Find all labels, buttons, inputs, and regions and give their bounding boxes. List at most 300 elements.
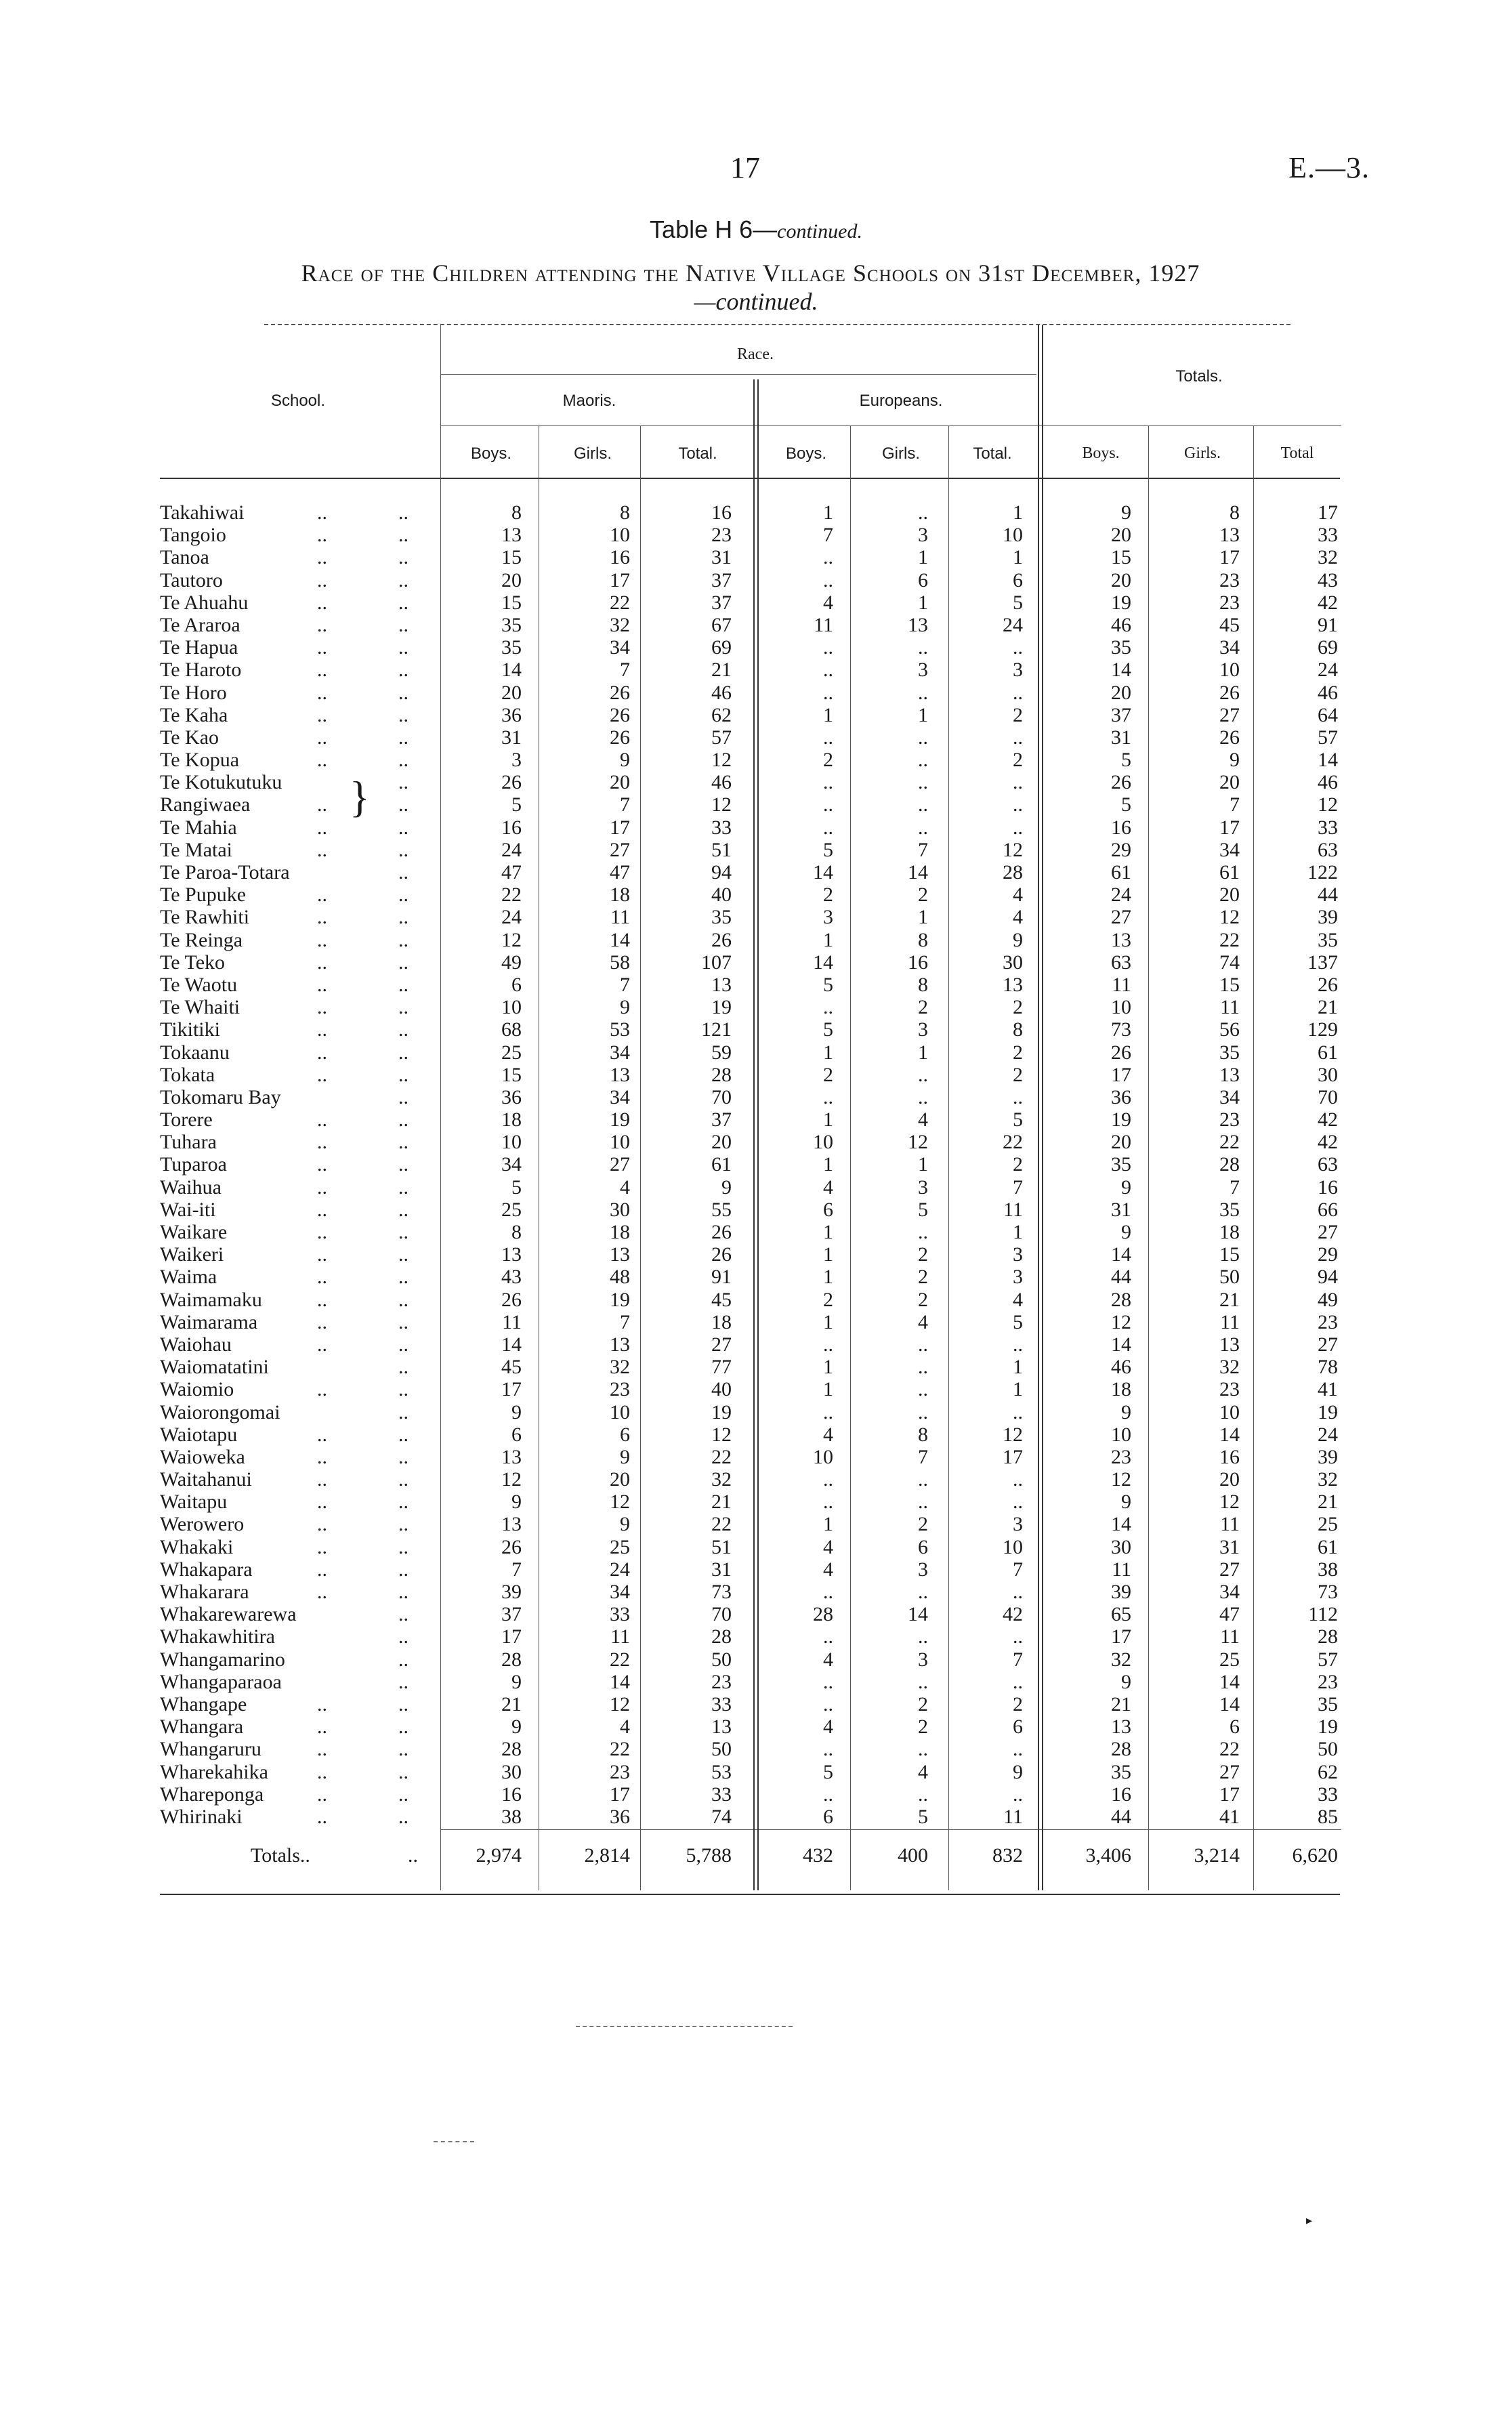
cell-maori-boys: 6 xyxy=(511,1423,522,1446)
cell-euro-girls: 12 xyxy=(908,1131,928,1154)
leader-dots: .. xyxy=(317,591,327,614)
cell-euro-boys: 1 xyxy=(823,1221,833,1243)
table-row xyxy=(0,546,1512,568)
table-row xyxy=(0,883,1512,906)
school-name: Whangamarino xyxy=(160,1648,285,1671)
school-name: Tuhara xyxy=(160,1131,217,1154)
cell-maori-total: 23 xyxy=(711,524,732,547)
cell-euro-total: 42 xyxy=(1003,1603,1023,1626)
cell-euro-total: 3 xyxy=(1013,1243,1023,1266)
cell-euro-boys: .. xyxy=(823,1783,833,1806)
school-name: Te Reinga xyxy=(160,928,243,951)
table-row xyxy=(0,1289,1512,1311)
cell-all-boys: 13 xyxy=(1111,1715,1131,1739)
cell-euro-girls: .. xyxy=(918,1356,928,1379)
cell-maori-girls: 22 xyxy=(610,591,630,614)
cell-maori-boys: 20 xyxy=(501,681,522,704)
cell-euro-girls: 13 xyxy=(908,613,928,636)
cell-maori-girls: 58 xyxy=(610,951,630,974)
document-code: E.—3. xyxy=(1288,151,1370,184)
leader-dots: .. xyxy=(398,996,408,1019)
cell-all-girls: 50 xyxy=(1219,1266,1240,1289)
cell-maori-total: 19 xyxy=(711,1400,732,1423)
cell-euro-boys: 2 xyxy=(823,749,833,772)
cell-all-total: 57 xyxy=(1318,1648,1338,1671)
cell-maori-boys: 13 xyxy=(501,1513,522,1536)
cell-all-girls: 17 xyxy=(1219,546,1240,569)
table-row xyxy=(0,771,1512,793)
cell-euro-girls: 3 xyxy=(918,524,928,547)
cell-maori-girls: 34 xyxy=(610,1581,630,1603)
leader-dots: .. xyxy=(398,1783,408,1806)
header-race: Race. xyxy=(737,346,774,363)
cell-euro-boys: 5 xyxy=(823,1018,833,1041)
cell-euro-total: 1 xyxy=(1013,1378,1023,1401)
leader-dots: .. xyxy=(398,1491,408,1514)
cell-maori-total: 69 xyxy=(711,636,732,659)
cell-maori-boys: 8 xyxy=(511,1221,522,1243)
cell-all-boys: 35 xyxy=(1111,1153,1131,1176)
cell-euro-boys: .. xyxy=(823,793,833,816)
cell-maori-boys: 18 xyxy=(501,1108,522,1131)
cell-maori-total: 26 xyxy=(711,928,732,951)
table-row xyxy=(0,1783,1512,1806)
cell-all-total: 17 xyxy=(1318,501,1338,524)
school-name: Waitapu xyxy=(160,1491,228,1514)
cell-all-girls: 41 xyxy=(1219,1805,1240,1828)
cell-euro-boys: 1 xyxy=(823,1108,833,1131)
leader-dots: .. xyxy=(317,726,327,749)
cell-euro-total: 9 xyxy=(1013,1760,1023,1783)
leader-dots: .. xyxy=(398,681,408,704)
cell-all-boys: 9 xyxy=(1121,1176,1131,1199)
leader-dots: .. xyxy=(317,1715,327,1739)
cell-maori-boys: 35 xyxy=(501,636,522,659)
cell-maori-total: 28 xyxy=(711,1063,732,1086)
cell-euro-girls: 7 xyxy=(918,1445,928,1468)
leader-dots: .. xyxy=(398,703,408,726)
table-row xyxy=(0,1356,1512,1378)
cell-all-girls: 23 xyxy=(1219,1108,1240,1131)
cell-maori-boys: 39 xyxy=(501,1581,522,1603)
school-name: Te Teko xyxy=(160,951,226,974)
school-name: Tanoa xyxy=(160,546,209,569)
cell-all-total: 30 xyxy=(1318,1063,1338,1086)
cell-maori-boys: 15 xyxy=(501,1063,522,1086)
cell-maori-total: 13 xyxy=(711,1715,732,1739)
cell-maori-girls: 32 xyxy=(610,613,630,636)
cell-euro-total: 30 xyxy=(1003,951,1023,974)
cell-all-girls: 16 xyxy=(1219,1445,1240,1468)
cell-all-girls: 20 xyxy=(1219,771,1240,794)
cell-euro-total: 10 xyxy=(1003,524,1023,547)
cell-all-boys: 17 xyxy=(1111,1063,1131,1086)
table-row xyxy=(0,726,1512,749)
school-name: Torere xyxy=(160,1108,213,1131)
table-top-rule xyxy=(264,324,1290,325)
leader-dots: .. xyxy=(398,1108,408,1131)
cell-maori-girls: 4 xyxy=(620,1715,630,1739)
leader-dots: .. xyxy=(398,1581,408,1603)
cell-euro-total: 11 xyxy=(1003,1198,1023,1221)
cell-euro-girls: 3 xyxy=(918,1018,928,1041)
leader-dots: .. xyxy=(398,1603,408,1626)
cell-maori-boys: 17 xyxy=(501,1378,522,1401)
cell-maori-girls: 20 xyxy=(610,771,630,794)
totals-label: Totals.. xyxy=(251,1844,310,1867)
table-row xyxy=(0,1761,1512,1783)
leader-dots: .. xyxy=(398,1738,408,1761)
cell-euro-boys: .. xyxy=(823,1625,833,1648)
leader-dots: .. xyxy=(317,883,327,907)
cell-all-girls: 47 xyxy=(1219,1603,1240,1626)
cell-all-total: 12 xyxy=(1318,793,1338,816)
leader-dots: .. xyxy=(398,591,408,614)
cell-maori-boys: 11 xyxy=(502,1310,522,1333)
leader-dots: .. xyxy=(317,524,327,547)
leader-dots: .. xyxy=(317,793,327,816)
cell-maori-boys: 14 xyxy=(501,1333,522,1356)
cell-euro-total: 28 xyxy=(1003,861,1023,883)
cell-euro-total: 12 xyxy=(1003,838,1023,861)
cell-euro-total: 1 xyxy=(1013,546,1023,569)
cell-all-girls: 34 xyxy=(1219,1085,1240,1108)
cell-euro-girls: .. xyxy=(918,1738,928,1761)
cell-euro-total: 17 xyxy=(1003,1445,1023,1468)
school-name: Te Waotu xyxy=(160,973,238,996)
leader-dots: .. xyxy=(398,1131,408,1154)
leader-dots: .. xyxy=(317,681,327,704)
cell-euro-total: .. xyxy=(1013,1400,1023,1423)
cell-maori-boys: 49 xyxy=(501,951,522,974)
cell-maori-girls: 53 xyxy=(610,1018,630,1041)
cell-all-boys: 12 xyxy=(1111,1468,1131,1491)
cell-euro-girls: 16 xyxy=(908,951,928,974)
cell-maori-girls: 10 xyxy=(610,1400,630,1423)
leader-dots: .. xyxy=(317,1221,327,1243)
leader-dots: .. xyxy=(398,1423,408,1446)
cell-maori-total: 51 xyxy=(711,838,732,861)
race-underline xyxy=(440,374,1036,375)
cell-euro-total: 4 xyxy=(1013,906,1023,929)
table-label-continued: continued. xyxy=(777,220,862,243)
cell-maori-girls: 19 xyxy=(610,1288,630,1311)
cell-all-boys: 73 xyxy=(1111,1018,1131,1041)
cell-all-total: 63 xyxy=(1318,838,1338,861)
leader-dots: .. xyxy=(398,1648,408,1671)
leader-dots: .. xyxy=(398,1310,408,1333)
header-euro-girls: Girls. xyxy=(882,444,920,463)
leader-dots: .. xyxy=(317,659,327,682)
cell-maori-total: 50 xyxy=(711,1648,732,1671)
cell-all-total: 94 xyxy=(1318,1266,1338,1289)
cell-all-girls: 8 xyxy=(1230,501,1240,524)
cell-euro-total: .. xyxy=(1013,726,1023,749)
leader-dots: .. xyxy=(317,1378,327,1401)
school-name: Te Whaiti xyxy=(160,996,240,1019)
cell-euro-girls: .. xyxy=(918,1085,928,1108)
leader-dots: .. xyxy=(398,1445,408,1468)
cell-all-total: 42 xyxy=(1318,1131,1338,1154)
cell-maori-girls: 10 xyxy=(610,1131,630,1154)
cell-all-boys: 24 xyxy=(1111,883,1131,907)
table-row xyxy=(0,1041,1512,1064)
cell-maori-girls: 26 xyxy=(610,726,630,749)
cell-maori-boys: 5 xyxy=(511,1176,522,1199)
cell-maori-total: 22 xyxy=(711,1513,732,1536)
cell-all-girls: 20 xyxy=(1219,883,1240,907)
cell-all-total: 46 xyxy=(1318,681,1338,704)
table-row xyxy=(0,659,1512,681)
cell-maori-boys: 9 xyxy=(511,1715,522,1739)
leader-dots: .. xyxy=(317,1018,327,1041)
cell-maori-girls: 18 xyxy=(610,1221,630,1243)
cell-all-girls: 12 xyxy=(1219,906,1240,929)
cell-maori-girls: 4 xyxy=(620,1176,630,1199)
leader-dots: .. xyxy=(317,1108,327,1131)
school-name: Te Haroto xyxy=(160,659,242,682)
cell-euro-girls: .. xyxy=(918,1670,928,1693)
cell-maori-girls: 12 xyxy=(610,1491,630,1514)
cell-all-total: 64 xyxy=(1318,703,1338,726)
cell-euro-total: 4 xyxy=(1013,1288,1023,1311)
cell-maori-total: 45 xyxy=(711,1288,732,1311)
school-name: Whareponga xyxy=(160,1783,264,1806)
cell-all-girls: 34 xyxy=(1219,1581,1240,1603)
cell-all-boys: 11 xyxy=(1112,1558,1131,1581)
cell-euro-girls: 3 xyxy=(918,659,928,682)
cell-euro-girls: 3 xyxy=(918,1558,928,1581)
cell-all-total: 41 xyxy=(1318,1378,1338,1401)
cell-maori-total: 28 xyxy=(711,1625,732,1648)
leader-dots: .. xyxy=(398,1715,408,1739)
cell-all-total: 24 xyxy=(1318,659,1338,682)
school-name: Te Matai xyxy=(160,838,233,861)
cell-maori-boys: 8 xyxy=(511,501,522,524)
cell-all-girls: 11 xyxy=(1220,1513,1240,1536)
cell-maori-boys: 9 xyxy=(511,1491,522,1514)
cell-euro-total: .. xyxy=(1013,1491,1023,1514)
cell-all-boys: 9 xyxy=(1121,1670,1131,1693)
cell-all-total: 46 xyxy=(1318,771,1338,794)
leader-dots: .. xyxy=(398,906,408,929)
cell-all-boys: 46 xyxy=(1111,1356,1131,1379)
cell-maori-girls: 17 xyxy=(610,1783,630,1806)
cell-maori-boys: 12 xyxy=(501,928,522,951)
cell-euro-total: 6 xyxy=(1013,1715,1023,1739)
cell-all-boys: 14 xyxy=(1111,1513,1131,1536)
cell-euro-total: 5 xyxy=(1013,1310,1023,1333)
cell-euro-boys: 1 xyxy=(823,928,833,951)
cell-euro-boys: .. xyxy=(823,996,833,1019)
leader-dots: .. xyxy=(317,501,327,524)
cell-maori-girls: 9 xyxy=(620,1445,630,1468)
leader-dots: .. xyxy=(317,1783,327,1806)
cell-maori-boys: 21 xyxy=(501,1692,522,1715)
cell-all-total: 28 xyxy=(1318,1625,1338,1648)
cell-all-boys: 10 xyxy=(1111,1423,1131,1446)
cell-euro-girls: .. xyxy=(918,1063,928,1086)
cell-all-total: 42 xyxy=(1318,591,1338,614)
cell-maori-total: 12 xyxy=(711,749,732,772)
cell-euro-total: 3 xyxy=(1013,659,1023,682)
leader-dots: .. xyxy=(317,1423,327,1446)
cell-all-boys: 26 xyxy=(1111,771,1131,794)
table-row xyxy=(0,816,1512,839)
leader-dots: .. xyxy=(398,1535,408,1558)
cell-maori-total: 37 xyxy=(711,1108,732,1131)
cell-euro-total: 3 xyxy=(1013,1266,1023,1289)
cell-maori-total: 27 xyxy=(711,1333,732,1356)
cell-maori-boys: 12 xyxy=(501,1468,522,1491)
cell-maori-boys: 30 xyxy=(501,1760,522,1783)
cell-all-total: 78 xyxy=(1318,1356,1338,1379)
cell-all-girls: 26 xyxy=(1219,726,1240,749)
cell-euro-total: .. xyxy=(1013,1581,1023,1603)
cell-maori-total: 59 xyxy=(711,1041,732,1064)
bullet-mark: ▸ xyxy=(1306,2213,1313,2227)
school-name: Wai-iti xyxy=(160,1198,216,1221)
table-row xyxy=(0,1536,1512,1558)
cell-maori-total: 33 xyxy=(711,816,732,839)
cell-euro-girls: .. xyxy=(918,1221,928,1243)
cell-maori-boys: 6 xyxy=(511,973,522,996)
cell-euro-total: .. xyxy=(1013,636,1023,659)
cell-all-total: 29 xyxy=(1318,1243,1338,1266)
cell-euro-girls: 1 xyxy=(918,703,928,726)
cell-all-total: 39 xyxy=(1318,1445,1338,1468)
cell-maori-boys: 28 xyxy=(501,1648,522,1671)
cell-maori-total: 12 xyxy=(711,793,732,816)
cell-euro-boys: 5 xyxy=(823,1760,833,1783)
cell-maori-total: 51 xyxy=(711,1535,732,1558)
leader-dots: .. xyxy=(398,1625,408,1648)
cell-all-total: 27 xyxy=(1318,1221,1338,1243)
cell-euro-total: 12 xyxy=(1003,1423,1023,1446)
cell-all-boys: 20 xyxy=(1111,524,1131,547)
leader-dots: .. xyxy=(317,1491,327,1514)
cell-euro-boys: .. xyxy=(823,636,833,659)
cell-maori-boys: 34 xyxy=(501,1153,522,1176)
footer-rule xyxy=(576,2026,793,2027)
cell-euro-boys: .. xyxy=(823,1085,833,1108)
cell-all-boys: 29 xyxy=(1111,838,1131,861)
cell-euro-boys: 28 xyxy=(813,1603,833,1626)
cell-euro-total: 9 xyxy=(1013,928,1023,951)
cell-euro-total: 2 xyxy=(1013,1692,1023,1715)
cell-maori-boys: 24 xyxy=(501,906,522,929)
table-heading: Race of the Children attending the Native Village Schools on 31st December, 1927 xyxy=(301,259,1200,287)
cell-all-boys: 20 xyxy=(1111,681,1131,704)
table-heading-continued: —continued. xyxy=(694,288,818,315)
cell-maori-girls: 48 xyxy=(610,1266,630,1289)
cell-maori-total: 53 xyxy=(711,1760,732,1783)
table-row xyxy=(0,524,1512,546)
leader-dots: .. xyxy=(317,1513,327,1536)
cell-euro-boys: 4 xyxy=(823,1176,833,1199)
cell-maori-girls: 14 xyxy=(610,1670,630,1693)
cell-euro-girls: .. xyxy=(918,726,928,749)
leader-dots: .. xyxy=(317,703,327,726)
cell-euro-girls: 2 xyxy=(918,1692,928,1715)
leader-dots: .. xyxy=(398,501,408,524)
school-name: Whirinaki xyxy=(160,1805,243,1828)
cell-all-boys: 14 xyxy=(1111,659,1131,682)
cell-euro-total: 5 xyxy=(1013,1108,1023,1131)
cell-euro-girls: 14 xyxy=(908,861,928,883)
totals-all-total: 6,620 xyxy=(1292,1844,1338,1867)
school-name: Waimamaku xyxy=(160,1288,262,1311)
header-bottom-rule xyxy=(160,478,1340,479)
cell-euro-girls: 8 xyxy=(918,973,928,996)
cell-euro-total: 8 xyxy=(1013,1018,1023,1041)
school-name: Tikitiki xyxy=(160,1018,220,1041)
cell-maori-girls: 26 xyxy=(610,703,630,726)
cell-euro-boys: .. xyxy=(823,1400,833,1423)
cell-maori-total: 18 xyxy=(711,1310,732,1333)
leader-dots: .. xyxy=(317,1266,327,1289)
cell-maori-girls: 22 xyxy=(610,1648,630,1671)
table-row xyxy=(0,839,1512,861)
cell-euro-boys: .. xyxy=(823,1468,833,1491)
leader-dots: .. xyxy=(317,1288,327,1311)
cell-maori-total: 70 xyxy=(711,1603,732,1626)
totals-euro-girls: 400 xyxy=(898,1844,928,1867)
cell-euro-boys: 4 xyxy=(823,1535,833,1558)
cell-euro-total: .. xyxy=(1013,816,1023,839)
cell-all-girls: 9 xyxy=(1230,749,1240,772)
table-row xyxy=(0,1199,1512,1221)
cell-all-total: 44 xyxy=(1318,883,1338,907)
cell-euro-girls: 1 xyxy=(918,1153,928,1176)
school-name: Te Kao xyxy=(160,726,219,749)
cell-all-boys: 16 xyxy=(1111,816,1131,839)
cell-maori-total: 21 xyxy=(711,1491,732,1514)
cell-maori-boys: 10 xyxy=(501,996,522,1019)
leader-dots: .. xyxy=(398,659,408,682)
cell-euro-total: 2 xyxy=(1013,1063,1023,1086)
cell-euro-boys: 14 xyxy=(813,861,833,883)
cell-maori-total: 74 xyxy=(711,1805,732,1828)
cell-all-girls: 15 xyxy=(1219,1243,1240,1266)
cell-all-boys: 9 xyxy=(1121,1221,1131,1243)
cell-all-girls: 28 xyxy=(1219,1153,1240,1176)
header-totals: Totals. xyxy=(1175,367,1223,386)
cell-euro-boys: 1 xyxy=(823,1378,833,1401)
cell-all-girls: 61 xyxy=(1219,861,1240,883)
cell-maori-girls: 18 xyxy=(610,883,630,907)
cell-euro-girls: .. xyxy=(918,1400,928,1423)
school-name: Whangaruru xyxy=(160,1738,261,1761)
leader-dots: .. xyxy=(317,1805,327,1828)
school-name: Tangoio xyxy=(160,524,226,547)
leader-dots: .. xyxy=(398,1760,408,1783)
cell-all-boys: 18 xyxy=(1111,1378,1131,1401)
cell-maori-total: 32 xyxy=(711,1468,732,1491)
cell-all-boys: 12 xyxy=(1111,1310,1131,1333)
cell-all-girls: 10 xyxy=(1219,1400,1240,1423)
cell-all-girls: 25 xyxy=(1219,1648,1240,1671)
cell-all-girls: 23 xyxy=(1219,591,1240,614)
cell-maori-girls: 9 xyxy=(620,996,630,1019)
school-name: Tokaanu xyxy=(160,1041,230,1064)
leader-dots: .. xyxy=(317,1063,327,1086)
cell-all-boys: 26 xyxy=(1111,1041,1131,1064)
cell-euro-total: 7 xyxy=(1013,1648,1023,1671)
cell-euro-boys: .. xyxy=(823,681,833,704)
cell-euro-girls: 2 xyxy=(918,996,928,1019)
leader-dots: .. xyxy=(398,749,408,772)
